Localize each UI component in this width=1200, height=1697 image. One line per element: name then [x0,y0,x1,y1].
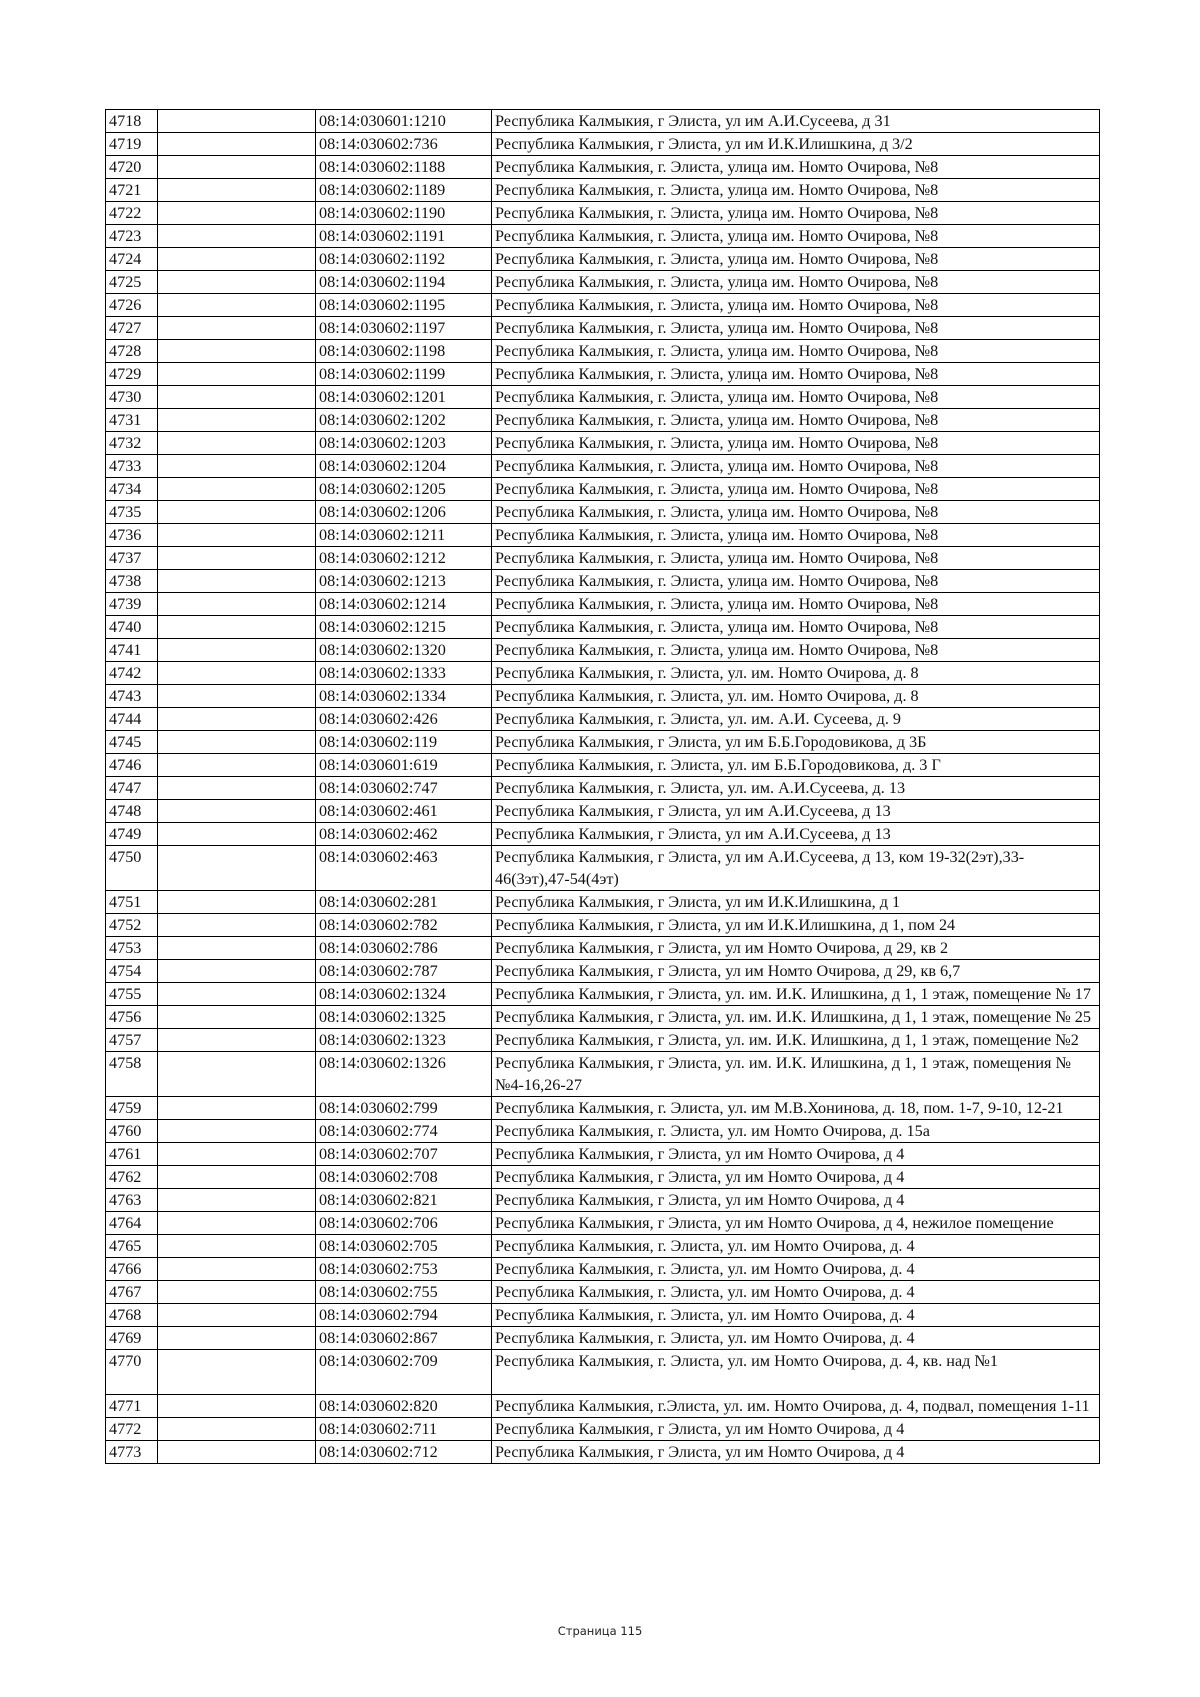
table-row [106,937,1100,960]
address-cell: Республика Калмыкия, г Элиста, ул им Б.Б.Городовикова, д 3Б [492,731,1100,754]
table-row [106,616,1100,639]
address-cell: Республика Калмыкия, г. Элиста, улица им. Номто Очирова, №8 [492,294,1100,317]
table-row [106,1029,1100,1052]
row-number-cell: 4757 [106,1029,158,1052]
table-row [106,1006,1100,1029]
table-row [106,1258,1100,1281]
cadastral-number-cell: 08:14:030602:1189 [316,179,492,202]
table-row [106,432,1100,455]
address-cell: Республика Калмыкия, г Элиста, ул. им. И.К. Илишкина, д 1, 1 этаж, помещение № 25 [492,1006,1100,1029]
table-row [106,754,1100,777]
empty-cell [158,662,316,685]
empty-cell [158,983,316,1006]
empty-cell [158,225,316,248]
row-number-cell: 4759 [106,1097,158,1120]
empty-cell [158,271,316,294]
row-number-cell: 4747 [106,777,158,800]
table-row [106,777,1100,800]
row-number-cell: 4764 [106,1212,158,1235]
empty-cell [158,1189,316,1212]
table-row [106,914,1100,937]
empty-cell [158,731,316,754]
address-cell: Республика Калмыкия, г. Элиста, ул. им. А.И.Сусеева, д. 13 [492,777,1100,800]
address-cell: Республика Калмыкия, г. Элиста, улица им. Номто Очирова, №8 [492,179,1100,202]
address-cell: Республика Калмыкия, г Элиста, ул им И.К.Илишкина, д 3/2 [492,133,1100,156]
cadastral-number-cell: 08:14:030602:463 [316,846,492,891]
address-cell: Республика Калмыкия, г Элиста, ул им Номто Очирова, д 29, кв 2 [492,937,1100,960]
row-number-cell: 4733 [106,455,158,478]
cadastral-number-cell: 08:14:030602:1324 [316,983,492,1006]
row-number-cell: 4749 [106,823,158,846]
address-cell: Республика Калмыкия, г. Элиста, улица им. Номто Очирова, №8 [492,363,1100,386]
empty-cell [158,478,316,501]
row-number-cell: 4729 [106,363,158,386]
cadastral-number-cell: 08:14:030602:1199 [316,363,492,386]
cadastral-number-cell: 08:14:030602:1195 [316,294,492,317]
cadastral-number-cell: 08:14:030602:1201 [316,386,492,409]
empty-cell [158,455,316,478]
row-number-cell: 4724 [106,248,158,271]
table-row [106,455,1100,478]
cadastral-number-cell: 08:14:030602:705 [316,1235,492,1258]
address-cell: Республика Калмыкия, г. Элиста, улица им. Номто Очирова, №8 [492,248,1100,271]
table-row [106,708,1100,731]
table-body [106,110,1100,1464]
row-number-cell: 4723 [106,225,158,248]
empty-cell [158,110,316,133]
cadastral-number-cell: 08:14:030602:782 [316,914,492,937]
table-row [106,363,1100,386]
cadastral-number-cell: 08:14:030602:1323 [316,1029,492,1052]
cadastral-number-cell: 08:14:030602:1214 [316,593,492,616]
cadastral-number-cell: 08:14:030602:1215 [316,616,492,639]
cadastral-number-cell: 08:14:030602:426 [316,708,492,731]
empty-cell [158,156,316,179]
address-cell: Республика Калмыкия, г. Элиста, улица им. Номто Очирова, №8 [492,524,1100,547]
empty-cell [158,547,316,570]
table-row [106,225,1100,248]
row-number-cell: 4741 [106,639,158,662]
cadastral-number-cell: 08:14:030602:712 [316,1441,492,1464]
table-row [106,800,1100,823]
address-cell: Республика Калмыкия, г Элиста, ул. им. И.К. Илишкина, д 1, 1 этаж, помещение № 17 [492,983,1100,1006]
row-number-cell: 4765 [106,1235,158,1258]
cadastral-number-cell: 08:14:030602:1192 [316,248,492,271]
table-row [106,133,1100,156]
row-number-cell: 4721 [106,179,158,202]
row-number-cell: 4756 [106,1006,158,1029]
cadastral-number-cell: 08:14:030602:709 [316,1350,492,1395]
table-row [106,501,1100,524]
table-row [106,1189,1100,1212]
table-row [106,1166,1100,1189]
empty-cell [158,685,316,708]
empty-cell [158,1052,316,1097]
table-row [106,156,1100,179]
empty-cell [158,846,316,891]
empty-cell [158,179,316,202]
table-row [106,386,1100,409]
cadastral-number-cell: 08:14:030602:1198 [316,340,492,363]
empty-cell [158,409,316,432]
table-row [106,960,1100,983]
row-number-cell: 4755 [106,983,158,1006]
row-number-cell: 4773 [106,1441,158,1464]
table-row [106,317,1100,340]
cadastral-number-cell: 08:14:030602:786 [316,937,492,960]
address-cell: Республика Калмыкия, г Элиста, ул им Номто Очирова, д 4 [492,1441,1100,1464]
table-row [106,248,1100,271]
empty-cell [158,363,316,386]
address-cell: Республика Калмыкия, г Элиста, ул им И.К.Илишкина, д 1 [492,891,1100,914]
row-number-cell: 4745 [106,731,158,754]
table-row [106,593,1100,616]
table-row [106,1143,1100,1166]
cadastral-number-cell: 08:14:030602:1188 [316,156,492,179]
cadastral-number-cell: 08:14:030602:711 [316,1418,492,1441]
cadastral-number-cell: 08:14:030602:1206 [316,501,492,524]
empty-cell [158,777,316,800]
row-number-cell: 4719 [106,133,158,156]
row-number-cell: 4737 [106,547,158,570]
address-cell: Республика Калмыкия, г. Элиста, улица им. Номто Очирова, №8 [492,340,1100,363]
row-number-cell: 4771 [106,1395,158,1418]
cadastral-number-cell: 08:14:030602:1320 [316,639,492,662]
cadastral-number-cell: 08:14:030602:461 [316,800,492,823]
table-row [106,294,1100,317]
cadastral-number-cell: 08:14:030602:1202 [316,409,492,432]
empty-cell [158,1350,316,1395]
cadastral-number-cell: 08:14:030602:755 [316,1281,492,1304]
empty-cell [158,1418,316,1441]
row-number-cell: 4743 [106,685,158,708]
row-number-cell: 4766 [106,1258,158,1281]
empty-cell [158,1258,316,1281]
row-number-cell: 4734 [106,478,158,501]
empty-cell [158,708,316,731]
table-row [106,1120,1100,1143]
cadastral-number-cell: 08:14:030602:1211 [316,524,492,547]
address-cell: Республика Калмыкия, г Элиста, ул им Номто Очирова, д 4, нежилое помещение [492,1212,1100,1235]
address-cell: Республика Калмыкия, г. Элиста, ул. им. Номто Очирова, д. 8 [492,662,1100,685]
address-cell: Республика Калмыкия, г Элиста, ул им Номто Очирова, д 4 [492,1418,1100,1441]
cadastral-number-cell: 08:14:030602:821 [316,1189,492,1212]
row-number-cell: 4744 [106,708,158,731]
cadastral-number-cell: 08:14:030602:1205 [316,478,492,501]
address-cell: Республика Калмыкия, г. Элиста, улица им. Номто Очирова, №8 [492,156,1100,179]
table-row [106,1418,1100,1441]
empty-cell [158,1097,316,1120]
address-cell: Республика Калмыкия, г. Элиста, улица им. Номто Очирова, №8 [492,478,1100,501]
address-cell: Республика Калмыкия, г Элиста, ул. им. И.К. Илишкина, д 1, 1 этаж, помещения №№4-16,26-27 [492,1052,1100,1097]
table-row [106,478,1100,501]
table-row [106,1395,1100,1418]
address-cell: Республика Калмыкия, г. Элиста, улица им. Номто Очирова, №8 [492,202,1100,225]
table-row [106,1304,1100,1327]
address-cell: Республика Калмыкия, г Элиста, ул им Номто Очирова, д 4 [492,1166,1100,1189]
cadastral-number-cell: 08:14:030602:1334 [316,685,492,708]
table-row [106,1441,1100,1464]
cadastral-number-cell: 08:14:030602:787 [316,960,492,983]
table-row [106,547,1100,570]
row-number-cell: 4726 [106,294,158,317]
empty-cell [158,914,316,937]
cadastral-number-cell: 08:14:030602:799 [316,1097,492,1120]
address-cell: Республика Калмыкия, г. Элиста, ул. им Б.Б.Городовикова, д. 3 Г [492,754,1100,777]
empty-cell [158,754,316,777]
empty-cell [158,133,316,156]
table-row [106,409,1100,432]
cadastral-number-cell: 08:14:030602:1194 [316,271,492,294]
cadastral-number-cell: 08:14:030602:462 [316,823,492,846]
table-row [106,1235,1100,1258]
cadastral-number-cell: 08:14:030602:1325 [316,1006,492,1029]
address-cell: Республика Калмыкия, г. Элиста, улица им. Номто Очирова, №8 [492,547,1100,570]
empty-cell [158,294,316,317]
cadastral-number-cell: 08:14:030602:867 [316,1327,492,1350]
table-row [106,846,1100,891]
table-row [106,1281,1100,1304]
page-number: Страница 115 [557,1624,643,1638]
row-number-cell: 4762 [106,1166,158,1189]
row-number-cell: 4748 [106,800,158,823]
address-cell: Республика Калмыкия, г Элиста, ул им А.И.Сусеева, д 31 [492,110,1100,133]
empty-cell [158,1212,316,1235]
row-number-cell: 4722 [106,202,158,225]
cadastral-number-cell: 08:14:030601:1210 [316,110,492,133]
empty-cell [158,1006,316,1029]
cadastral-number-cell: 08:14:030602:281 [316,891,492,914]
cadastral-number-cell: 08:14:030602:1203 [316,432,492,455]
address-cell: Республика Калмыкия, г. Элиста, ул. им Номто Очирова, д. 4 [492,1235,1100,1258]
empty-cell [158,1304,316,1327]
cadastral-number-cell: 08:14:030602:1213 [316,570,492,593]
empty-cell [158,386,316,409]
empty-cell [158,937,316,960]
empty-cell [158,639,316,662]
empty-cell [158,891,316,914]
empty-cell [158,524,316,547]
table-row [106,639,1100,662]
table-row [106,1212,1100,1235]
table-row [106,1327,1100,1350]
address-cell: Республика Калмыкия, г Элиста, ул им А.И.Сусеева, д 13 [492,800,1100,823]
row-number-cell: 4768 [106,1304,158,1327]
address-cell: Республика Калмыкия, г. Элиста, улица им. Номто Очирова, №8 [492,432,1100,455]
empty-cell [158,1395,316,1418]
row-number-cell: 4727 [106,317,158,340]
row-number-cell: 4751 [106,891,158,914]
address-cell: Республика Калмыкия, г. Элиста, улица им. Номто Очирова, №8 [492,455,1100,478]
address-cell: Республика Калмыкия, г. Элиста, ул. им Номто Очирова, д. 15а [492,1120,1100,1143]
cadastral-number-cell: 08:14:030602:706 [316,1212,492,1235]
row-number-cell: 4718 [106,110,158,133]
address-cell: Республика Калмыкия, г. Элиста, улица им. Номто Очирова, №8 [492,271,1100,294]
address-cell: Республика Калмыкия, г. Элиста, ул. им М.В.Хонинова, д. 18, пом. 1-7, 9-10, 12-21 [492,1097,1100,1120]
cadastral-number-cell: 08:14:030602:736 [316,133,492,156]
address-cell: Республика Калмыкия, г. Элиста, ул. им Номто Очирова, д. 4, кв. над №1 [492,1350,1100,1395]
empty-cell [158,432,316,455]
address-cell: Республика Калмыкия, г. Элиста, ул. им Номто Очирова, д. 4 [492,1327,1100,1350]
row-number-cell: 4752 [106,914,158,937]
row-number-cell: 4750 [106,846,158,891]
cadastral-number-cell: 08:14:030602:707 [316,1143,492,1166]
address-cell: Республика Калмыкия, г.Элиста, ул. им. Номто Очирова, д. 4, подвал, помещения 1-11 [492,1395,1100,1418]
empty-cell [158,800,316,823]
address-cell: Республика Калмыкия, г. Элиста, улица им. Номто Очирова, №8 [492,570,1100,593]
empty-cell [158,1120,316,1143]
table-row [106,110,1100,133]
cadastral-number-cell: 08:14:030602:1333 [316,662,492,685]
address-cell: Республика Калмыкия, г. Элиста, улица им. Номто Очирова, №8 [492,317,1100,340]
address-cell: Республика Калмыкия, г Элиста, ул им Номто Очирова, д 29, кв 6,7 [492,960,1100,983]
row-number-cell: 4758 [106,1052,158,1097]
table-row [106,202,1100,225]
address-cell: Республика Калмыкия, г Элиста, ул им А.И.Сусеева, д 13 [492,823,1100,846]
row-number-cell: 4754 [106,960,158,983]
empty-cell [158,1143,316,1166]
empty-cell [158,823,316,846]
cadastral-number-cell: 08:14:030602:747 [316,777,492,800]
row-number-cell: 4740 [106,616,158,639]
row-number-cell: 4770 [106,1350,158,1395]
table-row [106,1350,1100,1395]
row-number-cell: 4738 [106,570,158,593]
row-number-cell: 4772 [106,1418,158,1441]
cadastral-number-cell: 08:14:030601:619 [316,754,492,777]
address-cell: Республика Калмыкия, г. Элиста, ул. им Номто Очирова, д. 4 [492,1258,1100,1281]
cadastral-number-cell: 08:14:030602:1190 [316,202,492,225]
address-cell: Республика Калмыкия, г Элиста, ул им Номто Очирова, д 4 [492,1189,1100,1212]
cadastral-number-cell: 08:14:030602:1204 [316,455,492,478]
address-cell: Республика Калмыкия, г. Элиста, улица им. Номто Очирова, №8 [492,501,1100,524]
table-row [106,1052,1100,1097]
row-number-cell: 4763 [106,1189,158,1212]
row-number-cell: 4753 [106,937,158,960]
cadastral-number-cell: 08:14:030602:1326 [316,1052,492,1097]
address-cell: Республика Калмыкия, г Элиста, ул им И.К.Илишкина, д 1, пом 24 [492,914,1100,937]
address-cell: Республика Калмыкия, г Элиста, ул. им. И.К. Илишкина, д 1, 1 этаж, помещение №2 [492,1029,1100,1052]
empty-cell [158,1029,316,1052]
cadastral-number-cell: 08:14:030602:820 [316,1395,492,1418]
empty-cell [158,616,316,639]
table-row [106,1097,1100,1120]
row-number-cell: 4736 [106,524,158,547]
empty-cell [158,340,316,363]
address-cell: Республика Калмыкия, г. Элиста, улица им. Номто Очирова, №8 [492,225,1100,248]
table-row [106,524,1100,547]
cadastral-number-cell: 08:14:030602:794 [316,1304,492,1327]
empty-cell [158,570,316,593]
cadastral-number-cell: 08:14:030602:1212 [316,547,492,570]
row-number-cell: 4761 [106,1143,158,1166]
address-cell: Республика Калмыкия, г. Элиста, улица им. Номто Очирова, №8 [492,386,1100,409]
row-number-cell: 4739 [106,593,158,616]
row-number-cell: 4728 [106,340,158,363]
row-number-cell: 4767 [106,1281,158,1304]
empty-cell [158,1235,316,1258]
empty-cell [158,960,316,983]
empty-cell [158,593,316,616]
row-number-cell: 4769 [106,1327,158,1350]
table-row [106,983,1100,1006]
cadastral-number-cell: 08:14:030602:774 [316,1120,492,1143]
cadastral-number-cell: 08:14:030602:708 [316,1166,492,1189]
empty-cell [158,1166,316,1189]
table-row [106,340,1100,363]
row-number-cell: 4725 [106,271,158,294]
table-row [106,731,1100,754]
cadastral-number-cell: 08:14:030602:1191 [316,225,492,248]
empty-cell [158,202,316,225]
cadastral-number-cell: 08:14:030602:753 [316,1258,492,1281]
address-cell: Республика Калмыкия, г Элиста, ул им А.И.Сусеева, д 13, ком 19-32(2эт),33-46(3эт),47-54(4эт) [492,846,1100,891]
table-row [106,271,1100,294]
address-cell: Республика Калмыкия, г. Элиста, ул. им. Номто Очирова, д. 8 [492,685,1100,708]
address-cell: Республика Калмыкия, г. Элиста, ул. им Номто Очирова, д. 4 [492,1281,1100,1304]
empty-cell [158,1441,316,1464]
empty-cell [158,248,316,271]
address-cell: Республика Калмыкия, г Элиста, ул им Номто Очирова, д 4 [492,1143,1100,1166]
cadastral-number-cell: 08:14:030602:119 [316,731,492,754]
row-number-cell: 4742 [106,662,158,685]
empty-cell [158,501,316,524]
address-cell: Республика Калмыкия, г. Элиста, ул. им. А.И. Сусеева, д. 9 [492,708,1100,731]
empty-cell [158,1327,316,1350]
empty-cell [158,1281,316,1304]
row-number-cell: 4735 [106,501,158,524]
row-number-cell: 4720 [106,156,158,179]
address-cell: Республика Калмыкия, г. Элиста, улица им. Номто Очирова, №8 [492,593,1100,616]
row-number-cell: 4732 [106,432,158,455]
row-number-cell: 4746 [106,754,158,777]
address-cell: Республика Калмыкия, г. Элиста, ул. им Номто Очирова, д. 4 [492,1304,1100,1327]
table-row [106,891,1100,914]
table-row [106,823,1100,846]
table-row [106,179,1100,202]
table-row [106,662,1100,685]
cadastral-number-cell: 08:14:030602:1197 [316,317,492,340]
address-cell: Республика Калмыкия, г. Элиста, улица им. Номто Очирова, №8 [492,616,1100,639]
cadastral-register-table [105,109,1100,1464]
empty-cell [158,317,316,340]
row-number-cell: 4760 [106,1120,158,1143]
table-row [106,570,1100,593]
table-row [106,685,1100,708]
row-number-cell: 4731 [106,409,158,432]
row-number-cell: 4730 [106,386,158,409]
address-cell: Республика Калмыкия, г. Элиста, улица им. Номто Очирова, №8 [492,409,1100,432]
address-cell: Республика Калмыкия, г. Элиста, улица им. Номто Очирова, №8 [492,639,1100,662]
